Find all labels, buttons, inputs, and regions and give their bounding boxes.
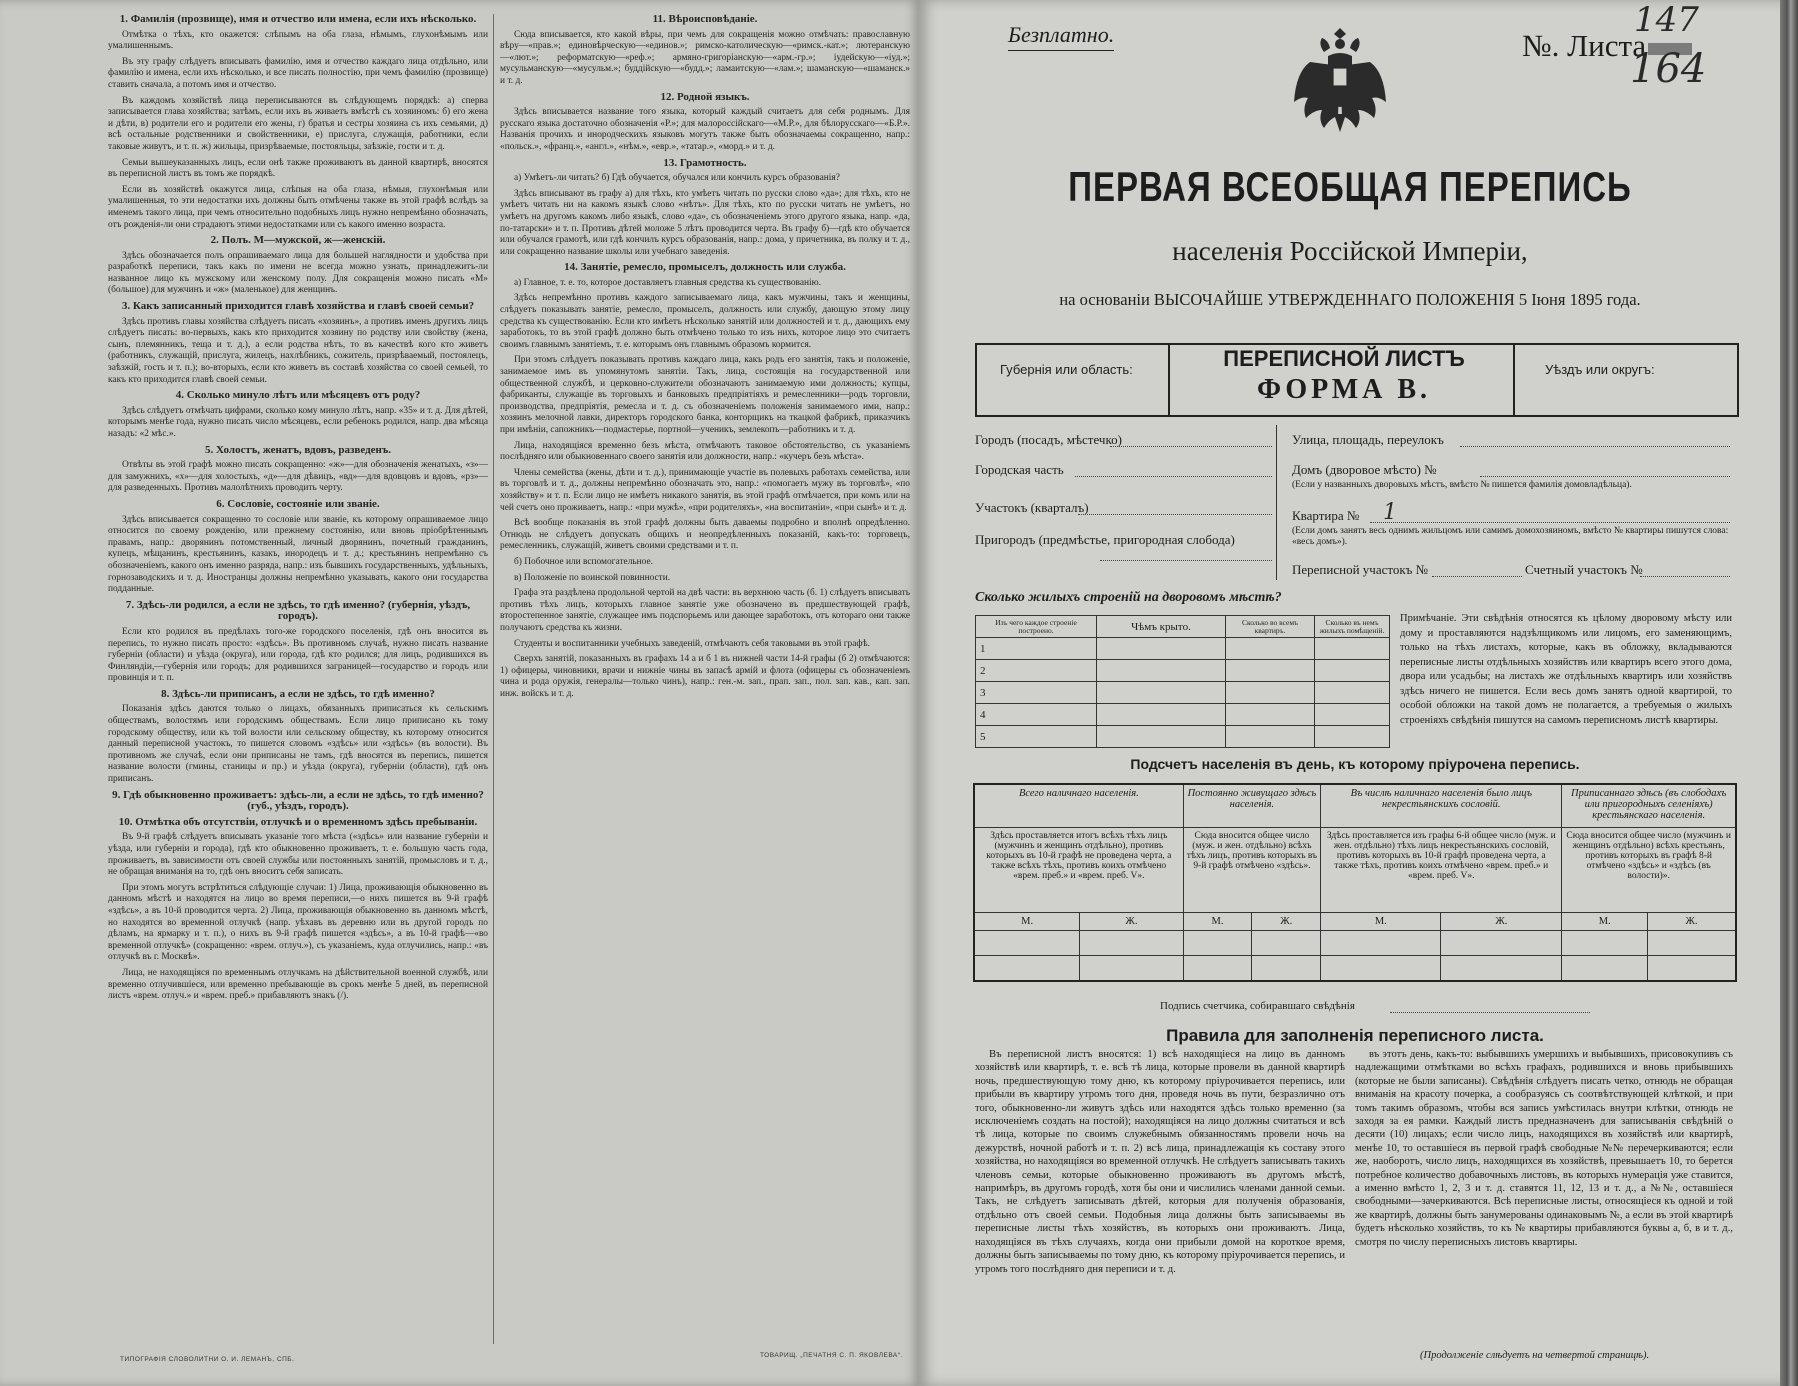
count-cell[interactable]	[1252, 956, 1321, 982]
apartment-line[interactable]	[1370, 522, 1730, 523]
instruction-paragraph: Лица, не находящіяся по временнымъ отлучкамъ на дѣйствительной военной службѣ, или временно отлучившіеся, или временно пребывающіе въ срокъ менѣе 5 дней, въ переписной листъ «врем. отлуч.» и «врем. преб.» прибавляютъ знакъ (/).	[108, 967, 488, 1002]
count-heading: Подсчетъ населенія въ день, къ которому пріурочена перепись.	[1130, 756, 1580, 772]
count-cell[interactable]	[1441, 956, 1562, 982]
instruction-paragraph: Всѣ вообще показанія въ этой графѣ должны быть даваемы подробно и вполнѣ опредѣленно. Отнюдь не слѣдуетъ допускать общихъ и неопредѣленныхъ показаній, какъ-то: торговецъ, ремесленникъ, служащій, живетъ своими средствами и т. п.	[500, 518, 910, 552]
instruction-heading: 8. Здѣсь-ли приписанъ, а если не здѣсь, то гдѣ именно?	[161, 687, 435, 700]
buildings-cell[interactable]	[1226, 660, 1315, 682]
buildings-row	[976, 660, 1390, 682]
population-count-table	[973, 783, 1737, 982]
header-divider-right	[1513, 343, 1515, 415]
instruction-paragraph: Графа эта раздѣлена продольной чертой на двѣ части: въ верхнюю часть (б. 1) слѣдуетъ вписывать противъ тѣхъ лицъ, которыхъ главное занятіе уже обозначено въ предшествующей графѣ, второстепенное занятіе, служащее имъ подспорьемъ или дающее заработокъ, отъ котораго они также получаютъ средства къ жизни.	[500, 588, 910, 633]
field-quarter-label: Участокъ (кварталъ)	[975, 500, 1089, 515]
instruction-paragraph: Здѣсь вписывают въ графу а) для тѣхъ, кто умѣетъ читать по русски слово «да»; для тѣхъ, кто не умѣетъ читать ни на какомъ языкѣ слово «нѣтъ». Для тѣхъ, кто по русски читать не умѣетъ, но умѣетъ на другомъ какомъ либо языкѣ, слово «да», съ обозначеніемъ этого другого языка, напр. «да, по-татарски» и т. п. Противъ дѣтей моложе 5 лѣтъ проводится черта. Въ графу б)—гдѣ кто обучается или обучался грамотѣ, или гдѣ кончилъ курсъ образованія, напр.: дома, у причетника, въ полку и т. д., или сокращенно название школы или учебнаго заведенія.	[500, 188, 910, 257]
field-district-label: Городская часть	[975, 462, 1064, 477]
census-district-line[interactable]	[1432, 576, 1522, 577]
instruction-heading: 11. Вѣроисповѣданіе.	[652, 13, 758, 25]
buildings-question: Сколько жилыхъ строеній на дворовомъ мѣстѣ?	[975, 590, 1282, 605]
census-basis: на основаніи ВЫСОЧАЙШЕ УТВЕРЖДЕННАГО ПОЛОЖЕНІЯ 5 Іюня 1895 года.	[1059, 290, 1641, 309]
street-label: Улица, площадь, переулокъ	[1292, 432, 1444, 447]
apartment-value: 1	[1383, 500, 1397, 525]
count-sex-m: М.	[974, 913, 1080, 931]
instruction-paragraph: Лица, находящіяся временно безъ мѣста, отмѣчаютъ таковое обстоятельство, съ указаніемъ послѣдняго или обыкновеннаго своего занятія или должности, напр.: «кучеръ безъ мѣста».	[500, 440, 910, 463]
field-city-label: Городъ (посадъ, мѣстечко)	[975, 432, 1122, 447]
instruction-paragraph: Отмѣтка о тѣхъ, кто окажется: слѣпымъ на оба глаза, нѣмымъ, глухонѣмымъ или умалишеннымъ.	[108, 29, 488, 52]
count-sex-m: М.	[1321, 913, 1441, 931]
field-district-line[interactable]	[1075, 476, 1272, 477]
count-header-permanent: Постоянно живущаго здѣсь населенія.	[1183, 784, 1320, 828]
count-sex-f: Ж.	[1252, 913, 1321, 931]
count-cell[interactable]	[1321, 956, 1441, 982]
gubernia-label: Губернія или область:	[1000, 362, 1133, 377]
instruction-paragraph: Здѣсь обозначается полъ опрашиваемаго лица для большей наглядности и удобства при разработкѣ переписи, такъ какъ по имени не всегда можно узнать, принадлежитъ-ли названное лицо къ мужскому или женскому полу. Для сокращенія можно писать «М» (большое) для мужчинъ и «ж» (маленькое) для женщинъ.	[108, 250, 488, 296]
count-cell[interactable]	[1441, 931, 1562, 956]
instruction-paragraph: б) Побочное или вспомогательное.	[514, 556, 653, 567]
count-cell[interactable]	[1080, 931, 1183, 956]
count-sex-m: М.	[1183, 913, 1252, 931]
buildings-cell[interactable]	[1097, 638, 1226, 660]
count-cell[interactable]	[1562, 956, 1648, 982]
handwritten-number-1: 147	[1634, 0, 1699, 40]
instructions-column-1	[108, 12, 488, 1352]
continued-note: (Продолженіе слѣдуетъ на четвертой страницѣ).	[1420, 1350, 1650, 1361]
buildings-cell[interactable]	[1226, 638, 1315, 660]
counting-district-label: Счетный участокъ №	[1525, 562, 1643, 577]
rules-heading: Правила для заполненія переписного листа.	[1166, 1026, 1544, 1045]
instruction-heading: 4. Сколько минуло лѣтъ или мѣсяцевъ отъ роду?	[175, 389, 421, 402]
buildings-cell[interactable]	[1226, 682, 1315, 704]
sheet-number-label: №. Листа	[1522, 28, 1692, 64]
instruction-paragraph: Здѣсь противъ главы хозяйства слѣдуетъ писать «хозяинъ», а противъ именъ другихъ лицъ слѣдуетъ писать: во-первыхъ, какъ кто приходится хозяину по родству или свойству (жена, сынъ, племянникъ, теща и т. д.), а если родства нѣтъ, то въ качествѣ кого кто живетъ (работникъ, служащій, прислуга, жилецъ, нахлѣбникъ, сожитель, призрѣваемый, постоялецъ, заѣзжій, гость и т. п.); во-вторыхъ, если кто живетъ въ составѣ хозяйства со своей семьей, то какъ кто приходится главѣ своей семьи.	[108, 316, 488, 385]
instructions-column-2	[500, 12, 910, 1352]
buildings-cell[interactable]	[1097, 682, 1226, 704]
instruction-heading: 13. Грамотность.	[663, 156, 747, 169]
signature-line[interactable]	[1390, 1012, 1590, 1013]
count-cell[interactable]	[1648, 931, 1736, 956]
count-cell[interactable]	[1183, 956, 1252, 982]
uezd-label: Уѣздъ или округъ:	[1545, 362, 1655, 377]
buildings-note: Примѣчаніе. Эти свѣдѣнія относятся къ цѣлому дворовому мѣсту или дому и проставляются надзѣлщикомъ или лицомъ, его заменяющимъ, только на тѣхъ листахъ, которые, какъ въ обложку, вкладываются переписные листы отдѣльныхъ хозяйствъ или квартиръ всего этого дома, двора или усадьбы; на листахъ же отдѣльныхъ квартиръ или хозяйствъ здѣсь ничего не пишется. Если весь домъ занятъ одной квартирой, то особой обложки на такой домъ не полагается, а требуемыя о жилыхъ строеніяхъ свѣдѣнія пишутся на самомъ переписномъ листѣ квартиры.	[1400, 613, 1732, 726]
buildings-cell[interactable]	[1315, 704, 1390, 726]
buildings-row-number: 3	[976, 682, 1097, 704]
buildings-header-roof: Чѣмъ крыто.	[1097, 616, 1226, 638]
buildings-row	[976, 726, 1390, 748]
count-desc-non-peasant: Здѣсь проставляется изъ графы 6-й общее число (муж. и жен. отдѣльно) тѣхъ лицъ некрестьянскихъ сословій, противъ которыхъ въ 10-й графѣ проведена черта, а также тѣхъ, противъ коихъ отмѣчено «врем. преб.» и «врем. преб. V».	[1321, 828, 1562, 913]
count-header-peasant: Приписаннаго здѣсь (въ слободахъ или пригородныхъ селеніяхъ) крестьянскаго населенія.	[1562, 784, 1736, 828]
house-label: Домъ (дворовое мѣсто) №	[1292, 462, 1437, 477]
count-header-non-peasant: Въ числѣ наличнаго населенія было лицъ некрестьянскихъ сословій.	[1321, 784, 1562, 828]
rules-text-1: Въ переписной листъ вносятся: 1) всѣ находящіеся на лицо въ данномъ хозяйствѣ или квартирѣ, т. е. всѣ тѣ лица, которые провели въ данной квартирѣ ночь, предшествующую тому дню, къ которому пріурочивается перепись, или прибыли въ квартиру утромъ того дня, проведя ночь въ пути, безразлично отъ того, обыкновенно-ли живутъ здѣсь или находятся здѣсь только временно (за исключеніемъ создать на постой); находящіяся на лицо должны считаться и всѣ тѣ лица, которые по своимъ служебнымъ обязанностямъ провели ночь на дежурствѣ, ночной работѣ и т. п. 2) всѣ лица, принадлежащія къ составу этого хозяйства, но находящіяся во временной отлучкѣ. Не слѣдуетъ записывать такихъ членовъ семьи, которые обыкновенно проживаютъ въ другомъ мѣстѣ, напримѣръ, въ другомъ городѣ, хотя бы они и числились членами данной семьи. Такъ, не слѣдуетъ записывать дѣтей, которыя для полученія образованія, отдѣльно отъ своей семьи. Подобныя лица должны быть записываемы въ переписные листы тѣхъ хозяйствъ, въ которыхъ они проживаютъ. Лица, находящіяся въ тѣхъ случаяхъ, когда они прибыли домой на короткое время, должны быть записываемы по тому дню, къ которому пріурочивается перепись, и утромъ того послѣдняго дня переписи и т. д.	[975, 1049, 1345, 1275]
instruction-paragraph: Студенты и воспитанники учебныхъ заведеній, отмѣчаютъ себя таковыми въ этой графѣ.	[514, 638, 870, 649]
buildings-header-apartments: Сколько во всемъ квартиръ.	[1226, 616, 1315, 638]
field-suburb-label: Пригородъ (предмѣстье, пригородная слобода)	[975, 532, 1235, 547]
sheet-title: ПЕРЕПИСНОЙ ЛИСТЪ	[1223, 346, 1465, 371]
buildings-row-number: 1	[976, 638, 1097, 660]
instruction-heading: 10. Отмѣтка объ отсутствіи, отлучкѣ и о временномъ здѣсь пребываніи.	[118, 815, 478, 828]
field-quarter-line[interactable]	[1078, 514, 1272, 515]
field-city-line[interactable]	[1110, 446, 1272, 447]
buildings-cell[interactable]	[1315, 660, 1390, 682]
count-desc-peasant: Сюда вносится общее число (мужчинъ и женщинъ отдѣльно) всѣхъ крестьянъ, противъ которыхъ въ графѣ 8-й отмѣчено «здѣсь» и «здѣсь (въ волости)».	[1562, 828, 1736, 913]
count-cell[interactable]	[1562, 931, 1648, 956]
field-suburb-line[interactable]	[1100, 560, 1272, 561]
free-label: Безплатно.	[1008, 22, 1114, 51]
buildings-row	[976, 682, 1390, 704]
instruction-heading: 3. Какъ записанный приходится главѣ хозяйства и главѣ своей семьи?	[121, 300, 475, 313]
instruction-paragraph: Показанія здѣсь даются только о лицахъ, обязанныхъ приписаться къ сельскимъ обществамъ, волостямъ или городскимъ обществамъ. Если лицо приписано къ тому городскому обществу, или къ той волости или сельскому обществу, къ которому относится данный переписной участокъ, то пишется словомъ «здѣсь» или «здѣсь» (въ волости). Въ противномъ же случаѣ, если они приписаны не тамъ, гдѣ вносятся въ перепись, пишется название волости (гмины, станицы и пр.) и уѣзда (округа), губерніи (области), гдѣ онъ приписанъ.	[108, 704, 488, 785]
count-cell[interactable]	[974, 931, 1080, 956]
instruction-paragraph: Отвѣты въ этой графѣ можно писать сокращенно: «ж»—для обозначенія женатыхъ, «з»—для замужнихъ, «х»—для холостыхъ, «д»—для дѣвицъ, «вд»—для вдовцовъ и вдовъ, «рз»—для разведенныхъ. Противъ малолѣтнихъ проводить черту.	[108, 460, 488, 494]
buildings-cell[interactable]	[1315, 638, 1390, 660]
signature-label: Подпись счетчика, собиравшаго свѣдѣнія	[1160, 1000, 1355, 1012]
count-cell[interactable]	[1080, 956, 1183, 982]
census-district-label: Переписной участокъ №	[1292, 562, 1429, 577]
instruction-paragraph: Здѣсь непремѣнно противъ каждого записываемаго лица, какъ мужчины, такъ и женщины, слѣдуетъ показывать занятіе, ремесло, промыселъ, должность или службу, дающую этому лицу средства къ существованію. Если кто имѣетъ нѣсколько занятій или должностей и т. д., дающихъ ему заработокъ, то въ этой графѣ должно быть отмѣчено только то изъ нихъ, которое лицо это считаетъ своимъ главнымъ занятіемъ, т. е. которымъ онъ главнымъ образомъ кормится.	[500, 293, 910, 350]
form-title: ФОРМА В.	[1256, 374, 1432, 405]
buildings-table	[975, 615, 1390, 748]
instruction-heading: 6. Сословіе, состояніе или званіе.	[216, 497, 380, 510]
buildings-row	[976, 638, 1390, 660]
rules-column-2	[1355, 1048, 1733, 1348]
count-sex-f: Ж.	[1080, 913, 1183, 931]
counting-district-line[interactable]	[1640, 576, 1730, 577]
instruction-heading: 9. Гдѣ обыкновенно проживаетъ: здѣсь-ли, а если не здѣсь, то гдѣ именно? (губ., уѣздъ, городъ).	[112, 788, 484, 813]
buildings-header-rooms: Сколько въ немъ жилыхъ помѣщеній.	[1315, 616, 1390, 638]
instruction-paragraph: а) Умѣетъ-ли читать? б) Гдѣ обучается, обучался или кончилъ курсъ образованія?	[514, 173, 840, 184]
instruction-heading: 14. Занятіе, ремесло, промыселъ, должность или служба.	[564, 261, 846, 274]
house-line[interactable]	[1480, 476, 1730, 477]
count-sex-m: М.	[1562, 913, 1648, 931]
count-cell[interactable]	[1321, 931, 1441, 956]
instruction-heading: 12. Родной языкъ.	[660, 90, 750, 103]
buildings-cell[interactable]	[1226, 704, 1315, 726]
instruction-paragraph: Сюда вписывается, кто какой вѣры, при чемъ для сокращенія можно отмѣчать: православную вѣру—«прав.»; единовѣрческую—«единов.»; римско-католическую—«римск.-кат.»; лютеранскую—«лют.»; реформатскую—«реф.»; армяно-григоріанскую—«арм.-гр.»; іудейскую—«іуд.»; мусульманскую—«мусульм.»; буддійскую—«будд.»; ламаитскую—«лам.»; шаманскую—«шаманск.» и т. д.	[500, 29, 910, 86]
census-subtitle: населенія Россійской Имперіи,	[1172, 236, 1528, 266]
count-cell[interactable]	[1252, 931, 1321, 956]
instruction-paragraph: Здѣсь слѣдуетъ отмѣчать цифрами, сколько кому минуло лѣтъ, напр. «35» и т. д. Для дѣтей, которымъ менѣе года, нужно писать число мѣсяцевъ, если ребенокъ родился, напр. два мѣсяца назадъ: «2 мѣс.».	[108, 405, 488, 439]
instruction-paragraph: Здѣсь вписывается название того языка, который каждый считаетъ для себя роднымъ. Для русскаго языка достаточно обозначенія «Р.»; для малороссійскаго—«М.Р.», для бѣлорусскаго—«Б.Р.». Названія прочихъ и инородческихъ языковъ могутъ также быть обозначаемы сокращенно, напр.: «польск.», «франц.», «англ.», «нѣм.», «евр.», «татар.», «морд.» и т. д.	[500, 107, 910, 152]
buildings-row-number: 2	[976, 660, 1097, 682]
instruction-paragraph: в) Положеніе по воинской повинности.	[514, 572, 671, 583]
instruction-paragraph: При этомъ могутъ встрѣтиться слѣдующіе случаи: 1) Лица, проживающія обыкновенно въ данномъ мѣстѣ и находятся на лицо во время переписи,—о нихъ пишется въ 9-й графѣ «здѣсь», а въ 10-й проводится черта. 2) Лица, проживающія обыкновенно въ данномъ мѣстѣ, но находятся во временной отлучкѣ (напр. уѣхавъ въ деревню или въ другой городъ по дѣламъ, на ярмарку и т. п.), о нихъ въ 9-й графѣ пишется «здѣсь», а въ 10-й графѣ—«во временной отлучкѣ» (сокращенно: «врем. отлуч.»), съ указаніемъ, куда отлучились, напр.: «въ отлучкѣ въ г. Москвѣ».	[108, 882, 488, 963]
count-header-total: Всего наличнаго населенія.	[974, 784, 1183, 828]
instruction-paragraph: Въ 9-й графѣ слѣдуетъ вписывать указаніе того мѣста («здѣсь» или название губерніи и уѣзда, или губерніи и города), гдѣ кто обыкновенно проживаетъ, т. е. большую часть года, проживаетъ, въ зависимости отъ своей службы или постоянныхъ занятій, промысловъ и т. д., не обращая вниманія на то, гдѣ онъ вноситъ себя записать.	[108, 832, 488, 878]
instruction-paragraph: Сверхъ занятій, показанныхъ въ графахъ 14 а и б 1 въ нижней части 14-й графы (б 2) отмѣчаются: 1) офицеры, чиновники, врачи и нижніе чины въ запасѣ армій и флота (офицеры съ обозначеніемъ чина и рода оружія, генералы—только чинъ), напр.: ген.-м. зап., прап. зап., пол. зап. кав., кап. зап. инж. войскъ и т. д.	[500, 654, 910, 699]
address-divider	[1276, 425, 1277, 580]
count-desc-permanent: Сюда вносится общее число (муж. и жен. отдѣльно) всѣхъ тѣхъ лицъ, противъ которыхъ въ 9-й графѣ отмѣчено «здѣсь».	[1183, 828, 1320, 913]
instruction-paragraph: Въ эту графу слѣдуетъ вписывать фамилію, имя и отчество каждаго лица отдѣльно, или фамилію и имена, если ихъ нѣсколько, и все писать полностію, при чемъ фамилію (прозвище) ставить сначала, а потомъ имя и отчество.	[108, 56, 488, 90]
printer-imprint-left: ТИПОГРАФІЯ СЛОВОЛИТНИ О. И. ЛЕМАНЪ, СПБ.	[120, 1356, 295, 1363]
count-cell[interactable]	[974, 956, 1080, 982]
buildings-row-number: 5	[976, 726, 1097, 748]
instruction-paragraph: Семьи вышеуказанныхъ лицъ, если онѣ также проживаютъ въ данной квартирѣ, вносятся въ переписной листъ въ томъ же порядкѣ.	[108, 157, 488, 180]
instruction-paragraph: Если кто родился въ предѣлахъ того-же городского поселенія, гдѣ онъ вносится въ перепись, то нужно писать просто: «здѣсь». Въ противномъ случаѣ, нужно писать название губерніи (области) и уѣзда (округа), или города, гдѣ кто родился; для лицъ, родившихся въ Финляндіи,—губернія или городъ; для родившихся заграницей—государство и городъ или провинція и т. п.	[108, 626, 488, 684]
instruction-heading: 5. Холостъ, женатъ, вдовъ, разведенъ.	[204, 443, 392, 456]
instruction-heading: 1. Фамилія (прозвище), имя и отчество или имена, если ихъ нѣсколько.	[119, 13, 477, 25]
instruction-paragraph: а) Главное, т. е. то, которое доставляетъ главныя средства къ существованію.	[514, 277, 821, 288]
printer-imprint-right: ТОВАРИЩ. „ПЕЧАТНЯ С. П. ЯКОВЛЕВА“.	[760, 1352, 903, 1359]
instruction-heading: 2. Полъ. М—мужской, ж—женскій.	[210, 234, 386, 247]
count-desc-total: Здѣсь проставляется итогъ всѣхъ тѣхъ лицъ (мужчинъ и женщинъ отдѣльно), противъ которыхъ въ 10-й графѣ не проведена черта, а также всѣхъ тѣхъ, противъ коихъ отмѣчено «врем. преб.» и «врем. преб. V».	[974, 828, 1183, 913]
buildings-cell[interactable]	[1315, 726, 1390, 748]
column-divider	[493, 14, 494, 1344]
count-sex-f: Ж.	[1441, 913, 1562, 931]
buildings-cell[interactable]	[1097, 704, 1226, 726]
apartment-note: (Если домъ занятъ весь однимъ жильцомъ или самимъ домохозяиномъ, вмѣсто № квартиры пишутся слова: «весь домъ»).	[1292, 526, 1729, 547]
instruction-paragraph: Здѣсь вписывается сокращенно то сословіе или званіе, къ которому опрашиваемое лицо относится по своему рожденію, или прежнему состоянію, или вновь пріобрѣтеннымъ правамъ, напр.: дворянинъ потомственный, личный дворянинъ, почетный гражданинъ, купецъ, мѣщанинъ, крестьянинъ, казакъ, инородецъ и т. д.; крестьянинъ непремѣнно съ обозначеніемъ, какого онъ именно разряда, напр.: изъ бывшихъ государственныхъ, удѣльныхъ, горнозаводскихъ и т. д. Иностранцы должны непремѣнно указывать, какого они государства подданные.	[108, 514, 488, 595]
count-cell[interactable]	[1183, 931, 1252, 956]
imperial-eagle-emblem	[1290, 22, 1390, 142]
house-note: (Если у названныхъ дворовыхъ мѣстъ, вмѣсто № пишется фамилія домовладѣльца).	[1292, 480, 1632, 490]
buildings-cell[interactable]	[1315, 682, 1390, 704]
page-edge	[1780, 0, 1798, 1386]
census-title: ПЕРВАЯ ВСЕОБЩАЯ ПЕРЕПИСЬ	[1068, 163, 1632, 210]
instruction-paragraph: Въ каждомъ хозяйствѣ лица переписываются въ слѣдующемъ порядкѣ: а) сперва записывается глава хозяйства; затѣмъ, если ихъ въ живаетъ вмѣстѣ съ хозяиномъ: б) его жена и дѣти, в) родители его и родители его жены, г) братья и сестры хозяина съ ихъ семьями, д) всѣ остальные родственники и свойственники, е) прислуга, служащія, работники, если таковые живутъ, и т. п. ж) жильцы, призрѣваемые, постояльцы, заѣзжіе, гости и т. д.	[108, 95, 488, 152]
buildings-cell[interactable]	[1097, 726, 1226, 748]
street-line[interactable]	[1460, 446, 1730, 447]
handwritten-number-2: 164	[1630, 46, 1707, 92]
instruction-paragraph: При этомъ слѣдуетъ показывать противъ каждаго лица, какъ родъ его занятія, такъ и положеніе, занимаемое имъ въ упомянутомъ занятіи. Такъ, лица, состоящія на государственной или общественной службѣ, и церковно-служители обозначаютъ занимаемую ими должность; купцы, фабриканты, служащіе въ торговыхъ и банковыхъ предпріятіяхъ и ремесленники—родъ торговли, производства, предпріятія, ремесла и т. д. съ обозначеніемъ положенія занимаемого ими, напр.: хозяинъ мелочной лавки, директоръ городского банка, конторщикъ на ткацкой фабрикѣ, приказчикъ при имѣніи, сапожникъ—подмастерье, портной—ученикъ, землекопъ—работникъ и т. д.	[500, 355, 910, 435]
count-cell[interactable]	[1648, 956, 1736, 982]
apartment-label: Квартира №	[1292, 508, 1360, 523]
instruction-heading: 7. Здѣсь-ли родился, а если не здѣсь, то гдѣ именно? (губернія, уѣздъ, городъ).	[125, 598, 471, 623]
rules-text-2: въ этотъ день, какъ-то: выбывшихъ умершихъ и выбывшихъ, присовокупивъ съ надлежащими отмѣтками во всѣхъ графахъ, родившихся и вновь прибывшихъ (которые не были записаны). Свѣдѣнія слѣдуетъ писать четко, отнюдь не обращая вниманія на красоту почерка, а сообразуясь съ соотвѣтствующей клѣткой, и при томъ такимъ образомъ, чтобы вся запись умѣстилась внутри клѣтки, отнюдь не заходя за ея рамки. Каждый листъ предназначенъ для записыванія свѣдѣній о десяти (10) лицахъ; если число лицъ, находящихся въ хозяйствѣ или квартирѣ, менѣе 10, то оставшіеся въ первой графѣ свободные №№ перечеркиваются; если же, наоборотъ, число лицъ, находящихся въ хозяйствѣ, превышаетъ 10, то берется потребное количество добавочныхъ листовъ, въ которыхъ нумерація уже ставится, а именно вмѣсто 1, 2, 3 и т. д. ставятся 11, 12, 13 и т. д., а №№, оставшіеся свободными—зачеркиваются. Всѣ переписные листы, относящіеся къ одной и той же квартирѣ, должны быть занумерованы одинаковымъ №, а если въ этой квартирѣ будетъ нѣсколько хозяйствъ, то къ № квартиры прибавляются буквы а, б, в и т. д., смотря по числу переписныхъ листовъ квартиры.	[1355, 1049, 1733, 1248]
count-sex-f: Ж.	[1648, 913, 1736, 931]
buildings-row	[976, 704, 1390, 726]
buildings-header-material: Изъ чего каждое строеніе построено.	[976, 616, 1097, 638]
buildings-cell[interactable]	[1097, 660, 1226, 682]
rules-column-1	[975, 1048, 1345, 1368]
header-divider-left	[1168, 343, 1170, 415]
buildings-row-number: 4	[976, 704, 1097, 726]
instruction-paragraph: Если въ хозяйствѣ окажутся лица, слѣпыя на оба глаза, нѣмыя, глухонѣмыя или умалишенныя, то эти недостатки ихъ должны быть отмѣчены также въ этой графѣ вслѣдъ за именемъ такого лица, при чемъ относительно подобныхъ лицъ нужно непремѣнно обозначать, отъ рожденія-ли они страдаютъ этими недостатками или съ какого именно возраста.	[108, 184, 488, 230]
buildings-cell[interactable]	[1226, 726, 1315, 748]
instruction-paragraph: Члены семейства (жены, дѣти и т. д.), принимающіе участіе въ полевыхъ работахъ семейства, или въ торговлѣ и т. д., должны непремѣнно обозначать это, напр.: «помогаетъ мужу въ торговлѣ», «по хозяйству» и т. п. Если лицо не имѣетъ никакого занятія, въ этой графѣ отмѣчается, при комъ или на чей счетъ оно проживаетъ, напр.: «при мужѣ», «при родителяхъ», «на воспитаніи», «при сынѣ» и т. д.	[500, 467, 910, 513]
